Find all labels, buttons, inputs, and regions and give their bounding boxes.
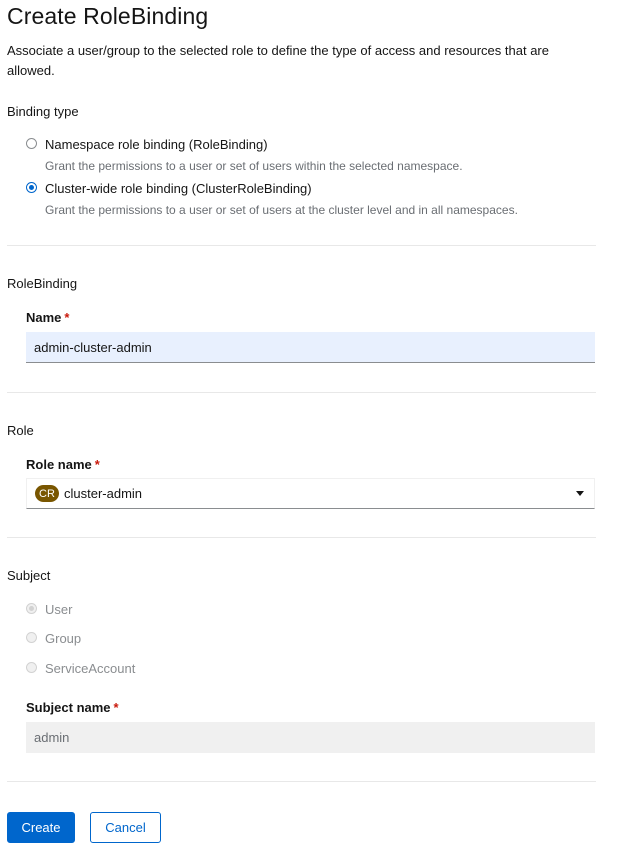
radio-label: User xyxy=(45,602,73,617)
radio-namespace-role-binding[interactable] xyxy=(26,137,463,174)
role-name-selected-value: cluster-admin xyxy=(64,486,143,501)
radio-subject-serviceaccount[interactable] xyxy=(26,661,135,677)
page-description: Associate a user/group to the selected role to define the type of access and resources that are allowed. xyxy=(7,43,549,78)
radio-help-text: Grant the permissions to a user or set of users at the cluster level and in all namespaces. xyxy=(45,203,518,217)
radio-button[interactable] xyxy=(26,603,37,614)
section-divider xyxy=(7,245,596,246)
name-input-value: admin-cluster-admin xyxy=(34,339,152,355)
caret-down-icon xyxy=(576,491,584,496)
subject-name-input[interactable] xyxy=(26,722,595,753)
radio-help-text: Grant the permissions to a user or set of users within the selected namespace. xyxy=(45,159,463,173)
cluster-role-badge: CR xyxy=(35,485,59,502)
rolebinding-section-label: RoleBinding xyxy=(7,276,78,291)
role-section-label: Role xyxy=(7,423,34,438)
cancel-button[interactable]: Cancel xyxy=(90,812,161,843)
name-input[interactable] xyxy=(26,332,595,363)
page-title: Create RoleBinding xyxy=(7,3,209,29)
radio-cluster-role-binding[interactable] xyxy=(26,181,518,218)
create-button[interactable]: Create xyxy=(7,812,75,843)
section-divider xyxy=(7,392,596,393)
radio-button[interactable] xyxy=(26,138,37,149)
radio-label: Group xyxy=(45,631,82,646)
radio-subject-user[interactable] xyxy=(26,602,72,618)
role-name-field-label: Role name * xyxy=(26,457,100,472)
binding-type-label: Binding type xyxy=(7,104,79,119)
section-divider xyxy=(7,781,596,782)
required-mark: * xyxy=(94,457,100,472)
name-field-label: Name * xyxy=(26,310,70,325)
section-divider xyxy=(7,537,596,538)
radio-button[interactable] xyxy=(26,662,37,673)
radio-label: Cluster-wide role binding (ClusterRoleBinding) xyxy=(45,181,312,196)
required-mark: * xyxy=(64,310,70,325)
subject-section-label: Subject xyxy=(7,568,51,583)
subject-name-input-value: admin xyxy=(34,730,70,745)
radio-button[interactable] xyxy=(26,182,37,193)
required-mark: * xyxy=(113,700,119,715)
role-name-dropdown[interactable] xyxy=(26,478,595,509)
radio-subject-group[interactable] xyxy=(26,631,81,647)
radio-button[interactable] xyxy=(26,632,37,643)
radio-label: ServiceAccount xyxy=(45,661,136,676)
radio-label: Namespace role binding (RoleBinding) xyxy=(45,137,268,152)
subject-name-field-label: Subject name * xyxy=(26,700,119,715)
